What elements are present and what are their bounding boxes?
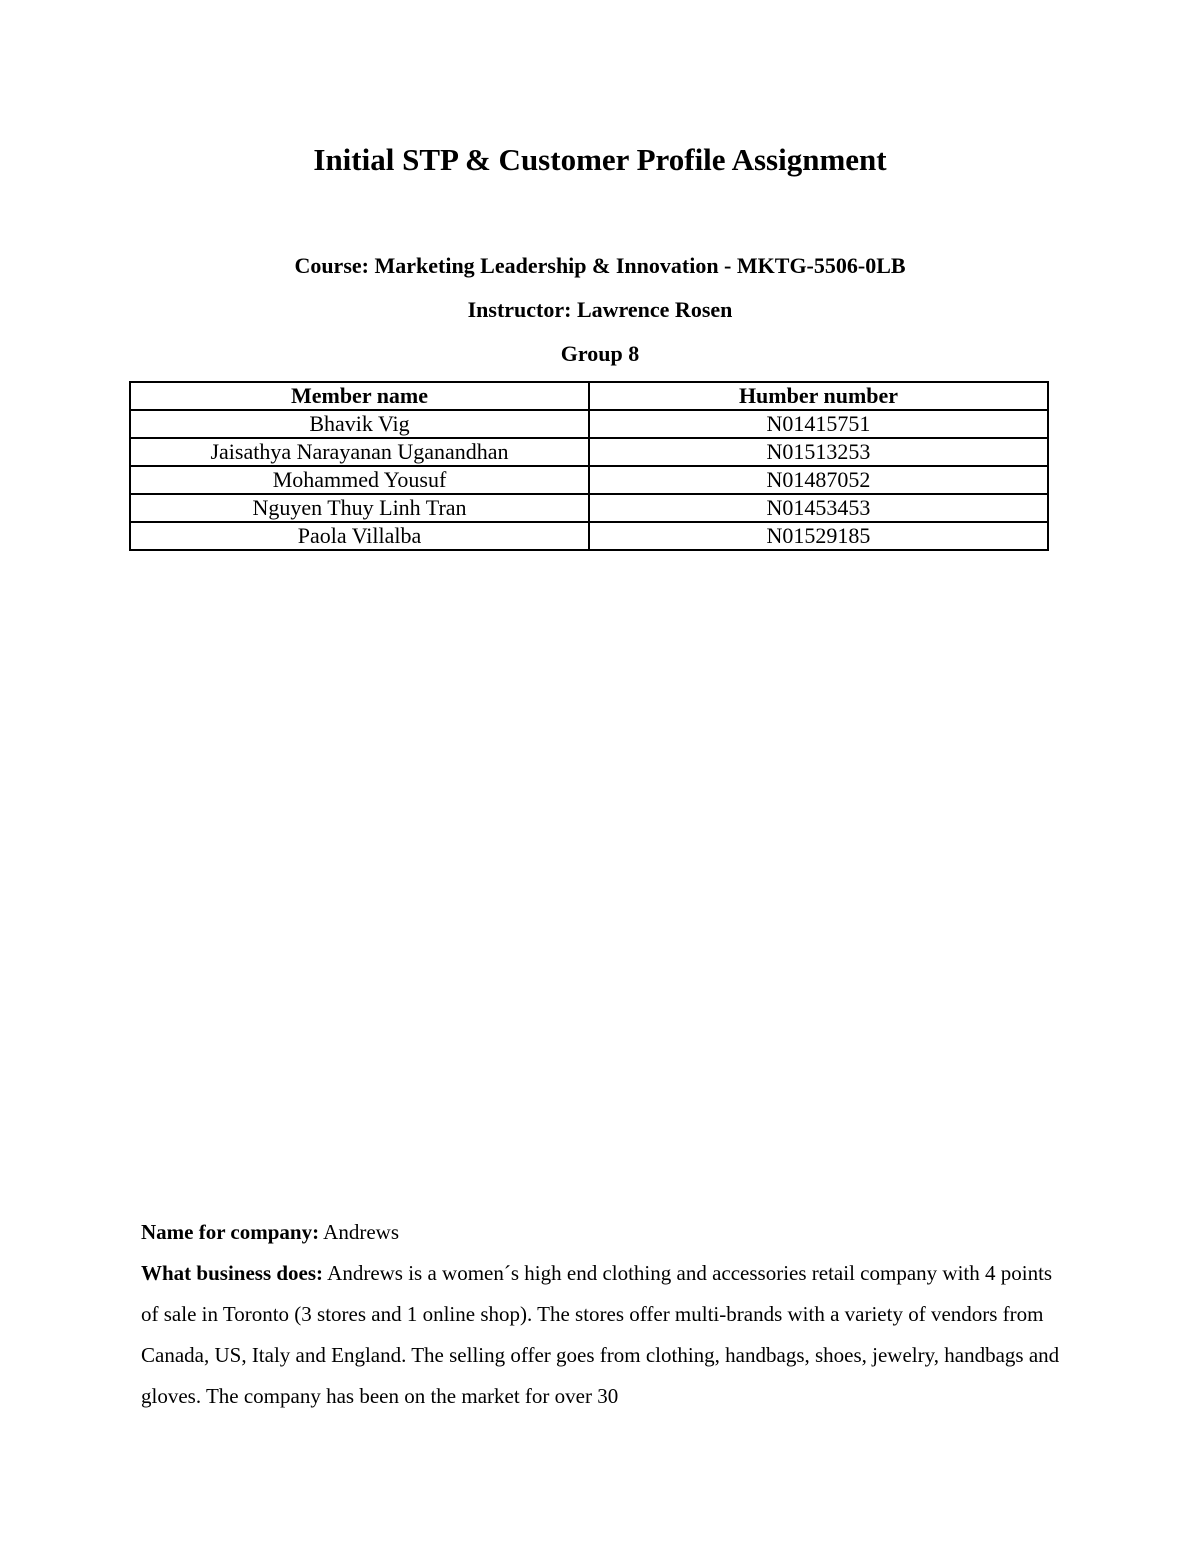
member-name-cell: Mohammed Yousuf [130, 466, 589, 494]
members-table [129, 381, 1049, 551]
table-row [130, 494, 1048, 522]
member-name-cell: Bhavik Vig [130, 410, 589, 438]
member-name-cell: Nguyen Thuy Linh Tran [130, 494, 589, 522]
business-value: Andrews is a women´s high end clothing and accessories retail company with 4 points of sale in Toronto (3 stores and 1 online shop). The stores offer multi-brands with a variety of vendors from Canada, US, Italy and England. The selling offer goes from clothing, handbags, shoes, jewelry, handbags and gloves. The company has been on the market for over 30 [141, 1261, 1060, 1408]
member-number-cell: N01453453 [589, 494, 1048, 522]
business-label: What business does: [141, 1261, 324, 1285]
member-name-cell: Jaisathya Narayanan Uganandhan [130, 438, 589, 466]
member-number-cell: N01487052 [589, 466, 1048, 494]
company-name-label: Name for company: [141, 1220, 320, 1244]
member-number-cell: N01513253 [589, 438, 1048, 466]
member-name-cell: Paola Villalba [130, 522, 589, 550]
group-line: Group 8 [560, 341, 640, 366]
member-number-cell: N01415751 [589, 410, 1048, 438]
header-humber-number: Humber number [589, 382, 1048, 410]
table-row [130, 522, 1048, 550]
table-row [130, 466, 1048, 494]
document-title: Initial STP & Customer Profile Assignment [313, 142, 887, 177]
company-description [141, 1212, 1071, 1417]
business-paragraph [141, 1253, 1071, 1417]
member-number-cell: N01529185 [589, 522, 1048, 550]
course-line: Course: Marketing Leadership & Innovation - MKTG-5506-0LB [294, 253, 906, 278]
table-header-row [130, 382, 1048, 410]
company-name-paragraph [141, 1212, 1071, 1253]
header-member-name: Member name [130, 382, 589, 410]
instructor-line: Instructor: Lawrence Rosen [467, 297, 733, 322]
company-name-value: Andrews [319, 1220, 400, 1244]
table-row [130, 410, 1048, 438]
table-row [130, 438, 1048, 466]
